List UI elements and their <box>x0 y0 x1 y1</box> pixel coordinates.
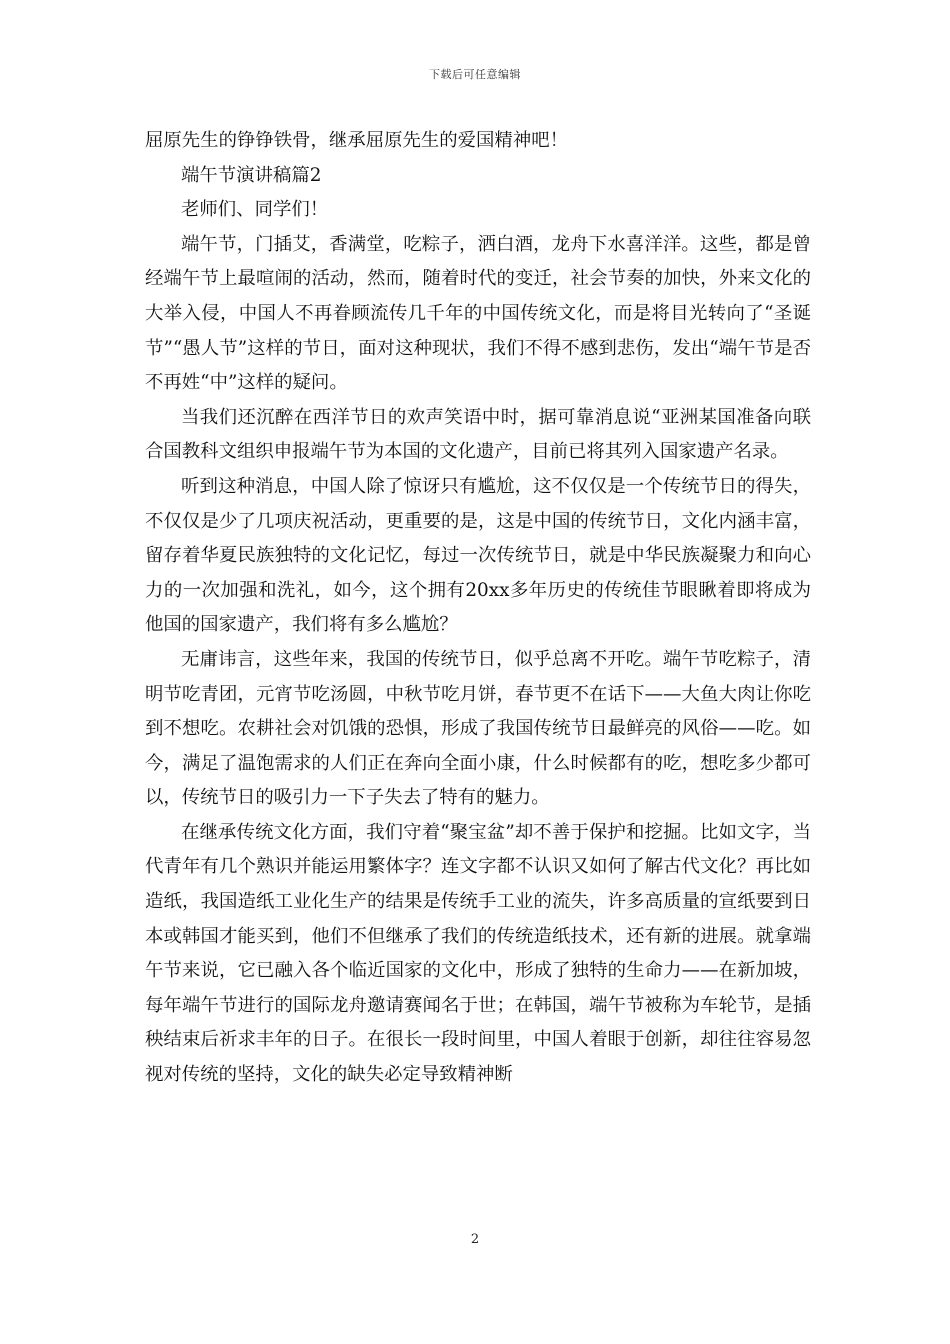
paragraph: 听到这种消息，中国人除了惊讶只有尴尬，这不仅仅是一个传统节日的得失，不仅仅是少了几项庆祝活动，更重要的是，这是中国的传统节日，文化内涵丰富，留存着华夏民族独特的文化记忆，每过一次传统节日，就是中华民族凝聚力和向心力的一次加强和洗礼，如今，这个拥有20xx多年历史的传统佳节眼瞅着即将成为他国的国家遗产，我们将有多么尴尬？ <box>145 475 811 636</box>
paragraph: 无庸讳言，这些年来，我国的传统节日，似乎总离不开吃。端午节吃粽子，清明节吃青团，元宵节吃汤圆，中秋节吃月饼，春节更不在话下——大鱼大肉让你吃到不想吃。农耕社会对饥饿的恐惧，形成了我国传统节日最鲜亮的风俗——吃。如今，满足了温饱需求的人们正在奔向全面小康，什么时候都有的吃，想吃多少都可以，传统节日的吸引力一下子失去了特有的魅力。 <box>145 648 811 809</box>
page-number: 2 <box>470 1232 480 1247</box>
paragraph-continuation: 屈原先生的铮铮铁骨，继承屈原先生的爱国精神吧！ <box>145 130 568 151</box>
section-heading: 端午节演讲稿篇2 <box>181 164 322 186</box>
document-body <box>145 124 811 1093</box>
paragraph: 在继承传统文化方面，我们守着“聚宝盆”却不善于保护和挖掘。比如文字，当代青年有几个熟识并能运用繁体字？连文字都不认识又如何了解古代文化？再比如造纸，我国造纸工业化生产的结果是传统手工业的流失，许多高质量的宣纸要到日本或韩国才能买到，他们不但继承了我们的传统造纸技术，还有新的进展。就拿端午节来说，它已融入各个临近国家的文化中，形成了独特的生命力——在新加坡，每年端午节进行的国际龙舟邀请赛闻名于世；在韩国，端午节被称为车轮节，是插秧结束后祈求丰年的日子。在很长一段时间里，中国人着眼于创新，却往往容易忽视对传统的坚持，文化的缺失必定导致精神断 <box>145 821 811 1086</box>
page-header: 下载后可任意编辑 <box>429 68 521 81</box>
paragraph: 当我们还沉醉在西洋节日的欢声笑语中时，据可靠消息说“亚洲某国准备向联合国教科文组织申报端午节为本国的文化遗产，目前已将其列入国家遗产名录。 <box>145 406 811 463</box>
salutation: 老师们、同学们！ <box>181 199 329 221</box>
paragraph: 端午节，门插艾，香满堂，吃粽子，洒白酒，龙舟下水喜洋洋。这些，都是曾经端午节上最喧闹的活动，然而，随着时代的变迁，社会节奏的加快，外来文化的大举入侵，中国人不再眷顾流传几千年的中国传统文化，而是将目光转向了“圣诞节”“愚人节”这样的节日，面对这种现状，我们不得不感到悲伤，发出“端午节是否不再姓“中”这样的疑问。 <box>145 233 811 394</box>
